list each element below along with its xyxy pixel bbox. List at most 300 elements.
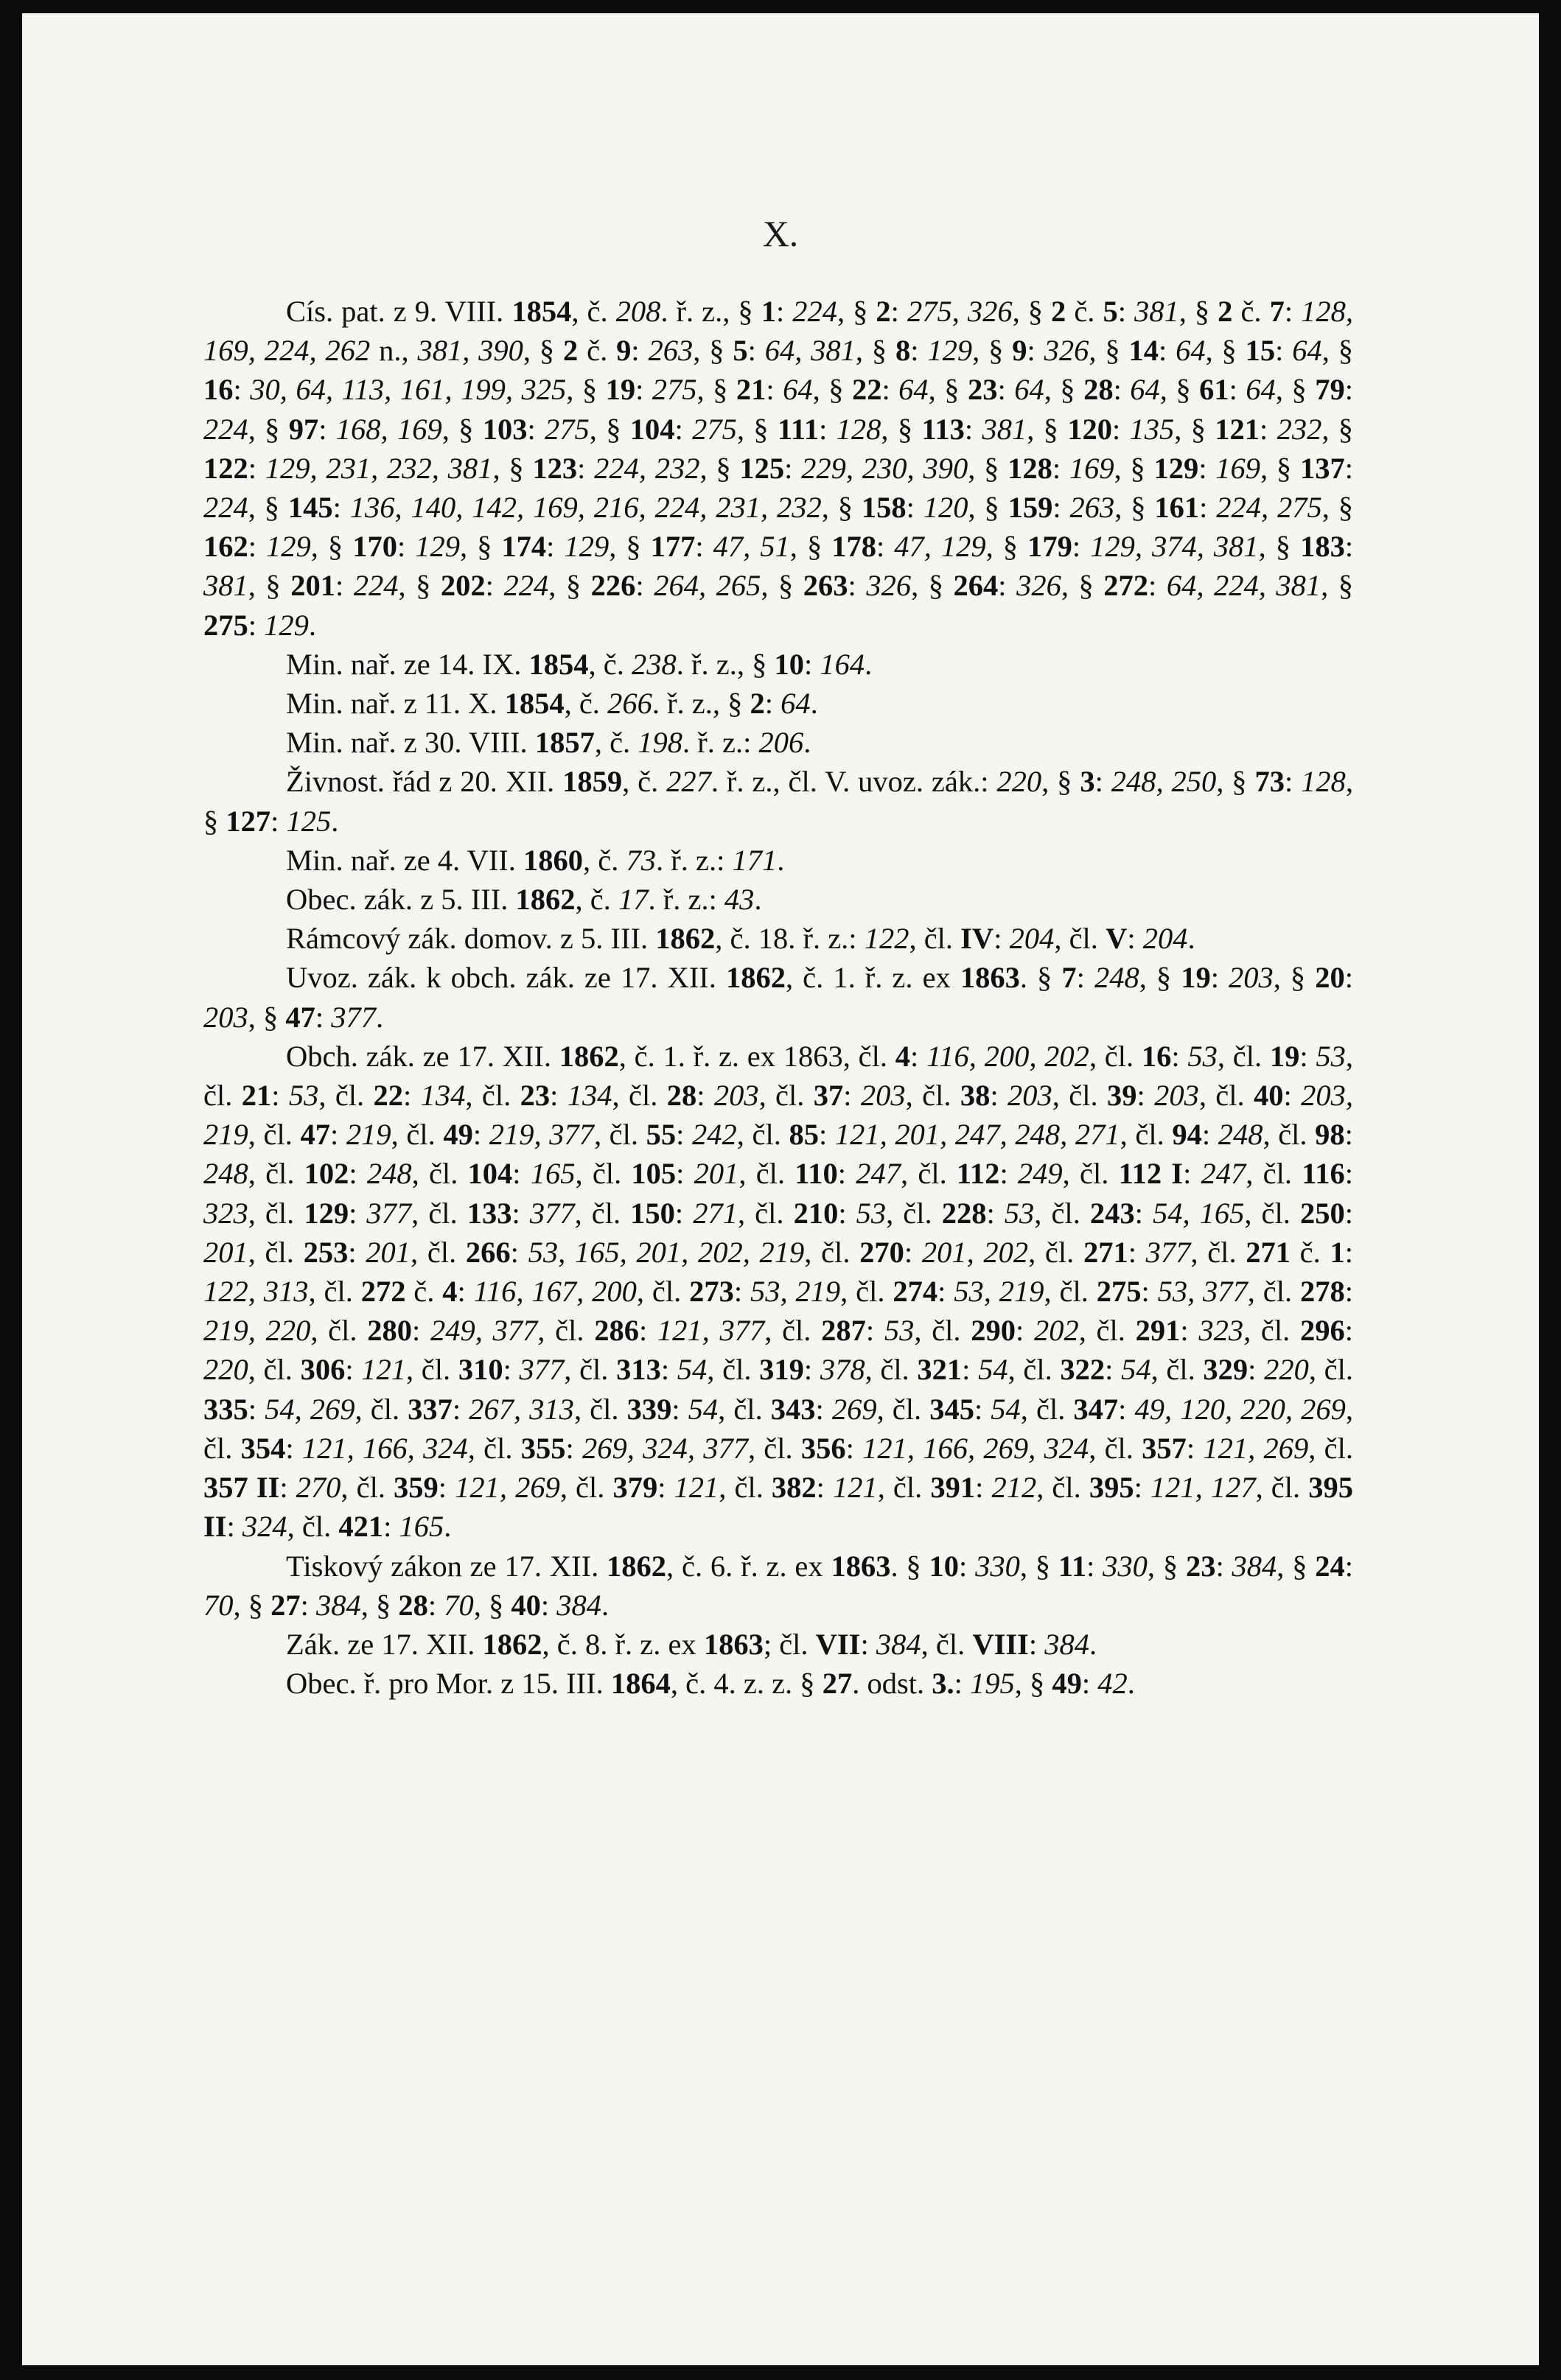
section-number: 177 (650, 530, 696, 564)
entry-text: : (550, 1079, 568, 1113)
section-number: 1862 (655, 922, 716, 956)
entry-text: Min. nař. z 30. VIII. (286, 726, 535, 760)
section-number: VIII (972, 1627, 1029, 1661)
entry-text: : (577, 451, 595, 485)
page-reference: 17 (618, 883, 649, 917)
index-entry (203, 1037, 1353, 1547)
section-number: 355 (520, 1431, 566, 1465)
page-reference: 275 (907, 295, 952, 328)
section-number: 322 (1060, 1353, 1106, 1387)
section-number: 286 (594, 1314, 639, 1348)
page-reference: 53, 219 (954, 1275, 1044, 1309)
page-reference: 128 (1301, 765, 1346, 799)
entry-text: : (860, 1627, 876, 1661)
section-number: 280 (367, 1314, 412, 1348)
index-entries (203, 292, 1353, 1703)
entry-text: : (1081, 1667, 1098, 1701)
entry-text: , č. (575, 883, 618, 917)
section-number: 1862 (559, 1039, 619, 1073)
page-reference: 121, 166, 269, 324 (862, 1431, 1089, 1465)
page-reference: 53 (1187, 1039, 1218, 1073)
section-number: 16 (1141, 1039, 1172, 1073)
entry-text: . ř. z.: (682, 726, 759, 760)
entry-text: : (1344, 961, 1354, 995)
page-reference: 275 (652, 373, 697, 407)
section-number: 1854 (504, 687, 565, 721)
section-number: 183 (1300, 530, 1345, 564)
section-number: 343 (770, 1392, 816, 1426)
entry-text: , čl. (355, 1392, 408, 1426)
entry-text: : (766, 373, 783, 407)
entry-text: , § (1159, 373, 1200, 407)
page-reference: 247 (856, 1157, 901, 1191)
section-number: 128 (1008, 451, 1052, 485)
section-number: 382 (771, 1471, 817, 1505)
section-number: 287 (821, 1314, 866, 1348)
section-number: 4 (442, 1275, 458, 1309)
entry-text: , § (855, 334, 896, 368)
entry-text: : (1052, 451, 1069, 485)
section-number: 313 (616, 1353, 661, 1387)
entry-text: , § (1147, 1549, 1186, 1583)
entry-text: , § (736, 412, 778, 446)
section-number: 103 (482, 412, 528, 446)
entry-text: , § (1027, 412, 1068, 446)
page-reference: 330 (975, 1549, 1020, 1583)
entry-text: : (671, 1392, 688, 1426)
entry-text: , § (233, 1588, 271, 1622)
entry-text: , čl. (1089, 1039, 1142, 1073)
section-number: 296 (1299, 1314, 1345, 1348)
entry-text: , čl. (1089, 1431, 1142, 1465)
page-reference: 204 (1142, 922, 1188, 956)
entry-text: , čl. (877, 1471, 931, 1505)
entry-text: č. (1066, 295, 1103, 328)
entry-text: , § (1275, 373, 1316, 407)
page-reference: 381, 390 (417, 334, 523, 368)
entry-text: Zák. ze 17. XII. (286, 1627, 483, 1661)
section-number: 359 (394, 1471, 439, 1505)
entry-text: : (881, 373, 899, 407)
entry-text: : (865, 1314, 884, 1348)
section-number: 2 (1051, 295, 1066, 328)
entry-text: : (438, 1471, 455, 1505)
entry-text: : (540, 1588, 557, 1622)
entry-text: : (1180, 1314, 1199, 1348)
entry-text: , čl. (804, 1235, 860, 1269)
page-reference: 165 (530, 1157, 576, 1191)
entry-text: : (411, 1314, 430, 1348)
page-reference: 247 (1201, 1157, 1246, 1191)
entry-text: , § (837, 295, 876, 328)
entry-text: : (510, 1235, 528, 1269)
entry-text: . (810, 687, 818, 721)
entry-text: , § (589, 412, 630, 446)
section-number: 28 (666, 1079, 697, 1113)
entry-text: č. (405, 1275, 443, 1309)
section-number: 395 II (203, 1471, 1353, 1544)
entry-text: , § (696, 373, 736, 407)
page-reference: 384 (876, 1627, 921, 1661)
section-number: 273 (689, 1275, 734, 1309)
page-reference: 128 (836, 412, 881, 446)
entry-text: , § (1114, 451, 1154, 485)
entry-text: ; čl. (763, 1627, 816, 1661)
page-reference: 204 (1009, 922, 1055, 956)
entry-text: , čl. (391, 1118, 444, 1152)
section-number: IV (960, 922, 994, 956)
page-reference: 122 (864, 922, 909, 956)
section-number: 3. (932, 1667, 954, 1701)
entry-text: , § (248, 491, 288, 525)
page-reference: 224 (792, 295, 837, 328)
section-number: 113 (921, 412, 965, 446)
entry-text: , č. 1. ř. z. ex 1863, čl. (618, 1039, 895, 1073)
section-number: 357 (1142, 1431, 1187, 1465)
page-reference: 54 (991, 1392, 1021, 1426)
page-reference: 42 (1097, 1667, 1128, 1701)
section-number: 310 (458, 1353, 503, 1387)
section-number: 23 (968, 373, 998, 407)
entry-text: : (676, 1118, 693, 1152)
entry-text: , čl. (1044, 1275, 1097, 1309)
page-reference: 224, 275 (1216, 491, 1322, 525)
page-reference: 249, 377 (430, 1314, 538, 1348)
section-number: 73 (1254, 765, 1285, 799)
entry-text: , § (1216, 765, 1255, 799)
entry-text: Uvoz. zák. k obch. zák. ze 17. XII. (286, 961, 726, 995)
entry-text: : (1344, 1118, 1353, 1152)
section-number: 40 (511, 1588, 541, 1622)
entry-text: : (803, 1353, 820, 1387)
page-reference: 120 (923, 491, 968, 525)
entry-text: : (1076, 961, 1094, 995)
page-reference: 121 (361, 1353, 407, 1387)
entry-text: : (819, 412, 837, 446)
section-number: 263 (803, 569, 848, 603)
entry-text: , § (1014, 1667, 1052, 1701)
page-reference: 249 (1017, 1157, 1063, 1191)
section-number: 1 (1330, 1235, 1345, 1269)
page-reference: 54 (1121, 1353, 1151, 1387)
page-reference: 323 (203, 1196, 248, 1230)
entry-text: : (345, 1353, 362, 1387)
section-number: 39 (1106, 1079, 1137, 1113)
entry-text: , § (459, 530, 502, 564)
entry-text: , § (1178, 295, 1218, 328)
section-number: 112 I (1118, 1157, 1184, 1191)
section-number: 278 (1300, 1275, 1345, 1309)
page-reference: 381 (1134, 295, 1179, 328)
page-reference: 54 (688, 1392, 719, 1426)
page-reference: 64 (780, 687, 811, 721)
section-number: 7 (1061, 961, 1077, 995)
entry-text: , čl. (921, 1627, 973, 1661)
entry-text: , č. 1. ř. z. ex (785, 961, 960, 995)
page-reference: 121 (674, 1471, 719, 1505)
page-reference: 248 (1218, 1118, 1263, 1152)
entry-text: : (845, 1431, 863, 1465)
entry-text: č. (1291, 1235, 1330, 1269)
entry-text: č. (578, 334, 617, 368)
entry-text: : (764, 687, 781, 721)
entry-text: , čl. (636, 1275, 690, 1309)
section-number: 116 (1302, 1157, 1345, 1191)
page-reference: 49, 120, 220, 269 (1134, 1392, 1346, 1426)
index-entry (203, 645, 1353, 684)
entry-text: Tiskový zákon ze 17. XII. (286, 1549, 607, 1583)
section-number: 1862 (725, 961, 786, 995)
page-reference: 269, 324, 377 (582, 1431, 748, 1465)
page-reference: 70 (203, 1588, 234, 1622)
entry-text: : (1344, 1235, 1353, 1269)
entry-text: , § (473, 1588, 511, 1622)
entry-text: , § (1273, 961, 1316, 995)
page-reference: 275 (692, 412, 737, 446)
entry-text: . (331, 804, 339, 838)
section-number: 158 (861, 491, 907, 525)
page-reference: 122, 313 (203, 1275, 309, 1309)
entry-text: : (733, 1275, 750, 1309)
section-number: 357 II (203, 1471, 280, 1505)
page-reference: 64 (1014, 373, 1044, 407)
entry-text: : (696, 1079, 714, 1113)
section-number: 228 (941, 1196, 987, 1230)
entry-text: : (784, 451, 802, 485)
entry-text: : (329, 1118, 346, 1152)
page-reference: 121, 201, 247, 248, 271 (834, 1118, 1120, 1152)
entry-text: , § (1019, 1549, 1058, 1583)
entry-text: , čl. (1120, 1118, 1173, 1152)
section-number: V (1106, 922, 1128, 956)
section-number: 98 (1315, 1118, 1345, 1152)
page-reference: 54 (677, 1353, 708, 1387)
entry-text: , čl. (248, 1196, 304, 1230)
entry-text: : (300, 1588, 317, 1622)
page-reference: 203 (1229, 961, 1274, 995)
entry-text: , čl. (593, 1118, 646, 1152)
entry-text: : (1158, 334, 1176, 368)
entry-text: , § (1012, 295, 1052, 328)
entry-text: , § (360, 1588, 399, 1622)
page-reference: 53 (884, 1314, 915, 1348)
page-reference: 164 (820, 647, 865, 681)
entry-text: : (804, 647, 820, 681)
section-number: 22 (851, 373, 882, 407)
section-number: 104 (629, 412, 675, 446)
entry-text: , čl. (308, 1275, 361, 1309)
page-reference: 64 (898, 373, 929, 407)
section-number: 8 (895, 334, 911, 368)
entry-text: , čl. (1078, 1314, 1136, 1348)
section-number: 379 (612, 1471, 658, 1505)
entry-text: : (910, 334, 928, 368)
section-number: 347 (1073, 1392, 1119, 1426)
entry-text: , č. (622, 765, 667, 799)
section-number: 129 (1153, 451, 1199, 485)
page-reference: 269 (831, 1392, 877, 1426)
entry-text: . (1089, 1627, 1097, 1661)
entry-text: : (1198, 451, 1216, 485)
index-entry (203, 1664, 1353, 1703)
entry-text: , čl. (341, 1471, 394, 1505)
page-reference: 224 (203, 412, 248, 446)
page-reference: 229, 230, 390 (801, 451, 968, 485)
entry-text: : (974, 1392, 991, 1426)
index-entry (203, 292, 1353, 645)
section-number: 391 (930, 1471, 976, 1505)
index-entry (203, 762, 1353, 840)
page-reference: 53 (288, 1079, 319, 1113)
entry-text: , čl. (203, 1392, 1353, 1465)
section-number: 1859 (562, 765, 623, 799)
section-number: 27 (822, 1667, 853, 1701)
entry-text: : (1344, 451, 1353, 485)
entry-text: : (1141, 1275, 1158, 1309)
entry-text: : (1118, 1392, 1135, 1426)
entry-text: , § (398, 569, 441, 603)
section-number: 395 (1089, 1471, 1134, 1505)
entry-text: : (890, 295, 907, 328)
entry-text: , § (693, 334, 733, 368)
entry-text: : (248, 1392, 265, 1426)
page-reference: 128, 169, 224, 262 (203, 295, 1353, 368)
entry-text: Rámcový zák. domov. z 5. III. (286, 922, 656, 956)
entry-text: : (1028, 1627, 1045, 1661)
entry-text: : (631, 334, 649, 368)
page-reference: 64 (1246, 373, 1276, 407)
entry-text: . § (1019, 961, 1062, 995)
entry-text: , § (1174, 412, 1215, 446)
entry-text: : (975, 1471, 992, 1505)
section-number: 61 (1199, 373, 1229, 407)
entry-text: , § (523, 334, 564, 368)
entry-text: , čl. (1244, 1196, 1300, 1230)
page-reference: 242 (692, 1118, 737, 1152)
entry-text: , čl. (909, 922, 961, 956)
entry-text: : (1186, 1431, 1204, 1465)
section-number: 170 (352, 530, 397, 564)
section-number: 264 (953, 569, 999, 603)
section-number: 1854 (511, 295, 572, 328)
page-reference: 232 (1277, 412, 1322, 446)
entry-text: , čl. (840, 1275, 893, 1309)
entry-text: : (1134, 1471, 1150, 1505)
page-reference: 201, 202 (921, 1235, 1029, 1269)
entry-text: , čl. (248, 1157, 304, 1191)
entry-text: : (1105, 1353, 1122, 1387)
section-number: 178 (831, 530, 876, 564)
entry-text: . (308, 608, 317, 642)
section-number: 40 (1254, 1079, 1284, 1113)
page-reference: 53, 165, 201, 202, 219 (528, 1235, 805, 1269)
entry-text: , § (761, 569, 803, 603)
section-number: 121 (1215, 412, 1260, 446)
index-entry (203, 1547, 1353, 1625)
section-number: 329 (1203, 1353, 1249, 1387)
entry-text: : (233, 373, 251, 407)
page-reference: 129, 374, 381 (1090, 530, 1259, 564)
entry-text: , č. (571, 295, 616, 328)
section-number: 120 (1067, 412, 1112, 446)
section-number: 94 (1172, 1118, 1202, 1152)
section-number: 14 (1128, 334, 1159, 368)
section-number: 47 (300, 1118, 330, 1152)
page-reference: 136, 140, 142, 169, 216, 224, 231, 232 (349, 491, 822, 525)
page-reference: 381 (203, 569, 248, 603)
entry-text: Min. nař. ze 4. VII. (286, 843, 524, 877)
page-reference: 134 (567, 1079, 612, 1113)
entry-text: : (1113, 373, 1131, 407)
entry-text: : (397, 530, 416, 564)
index-entry (203, 1625, 1353, 1664)
entry-text: : (937, 1275, 954, 1309)
page-reference: 129 (927, 334, 973, 368)
page-reference: 121, 377 (657, 1314, 765, 1348)
entry-text: : (1283, 1079, 1302, 1113)
entry-text: , § (881, 412, 922, 446)
entry-text: : (986, 1196, 1005, 1230)
page-reference: 165 (399, 1510, 444, 1544)
entry-text: : (993, 922, 1010, 956)
entry-text: Živnost. řád z 20. XII. (286, 765, 563, 799)
entry-text: , čl. (1150, 1353, 1204, 1387)
section-number: 272 (1103, 569, 1149, 603)
page-reference: 248, 250 (1111, 765, 1217, 799)
page-reference: 326 (967, 295, 1013, 328)
entry-text: , č. 18. ř. z.: (715, 922, 865, 956)
entry-text: : (990, 1079, 1008, 1113)
entry-text: , čl. (573, 1392, 627, 1426)
section-number: 337 (408, 1392, 453, 1426)
entry-text: , č. (594, 726, 638, 760)
entry-text: , čl. (1217, 1039, 1270, 1073)
entry-text: : (1344, 1549, 1354, 1583)
entry-text: : (472, 1118, 489, 1152)
section-number: 102 (304, 1157, 349, 1191)
entry-text: , čl. (1034, 1196, 1090, 1230)
section-number: 162 (203, 530, 248, 564)
entry-text: , čl. (876, 1392, 930, 1426)
page-reference: 384 (316, 1588, 361, 1622)
page-reference: 64 (1292, 334, 1322, 368)
index-entry (203, 880, 1353, 919)
entry-text: : (843, 1079, 861, 1113)
entry-text: : (279, 1471, 296, 1505)
entry-text: , § (1139, 961, 1181, 995)
entry-text: : (638, 1314, 657, 1348)
page-reference: 168, 169 (335, 412, 442, 446)
section-number: 37 (813, 1079, 844, 1113)
entry-text: : (819, 1118, 835, 1152)
entry-text: Cís. pat. z 9. VIII. (286, 295, 512, 328)
entry-text: : (1284, 765, 1302, 799)
section-number: 271 (1083, 1235, 1128, 1269)
page-reference: 129 (564, 530, 610, 564)
section-number: 356 (800, 1431, 846, 1465)
page-reference: 129 (264, 608, 309, 642)
entry-text: , čl. (467, 1431, 521, 1465)
entry-text: , § (1205, 334, 1246, 368)
page-reference: 64 (783, 373, 813, 407)
entry-text: č. (1232, 295, 1270, 328)
page-reference: 171 (732, 843, 778, 877)
section-number: 9 (1012, 334, 1027, 368)
section-number: 5 (1103, 295, 1118, 328)
entry-text: : (1027, 334, 1044, 368)
entry-text: : (1248, 1353, 1265, 1387)
entry-text: : (452, 1392, 469, 1426)
